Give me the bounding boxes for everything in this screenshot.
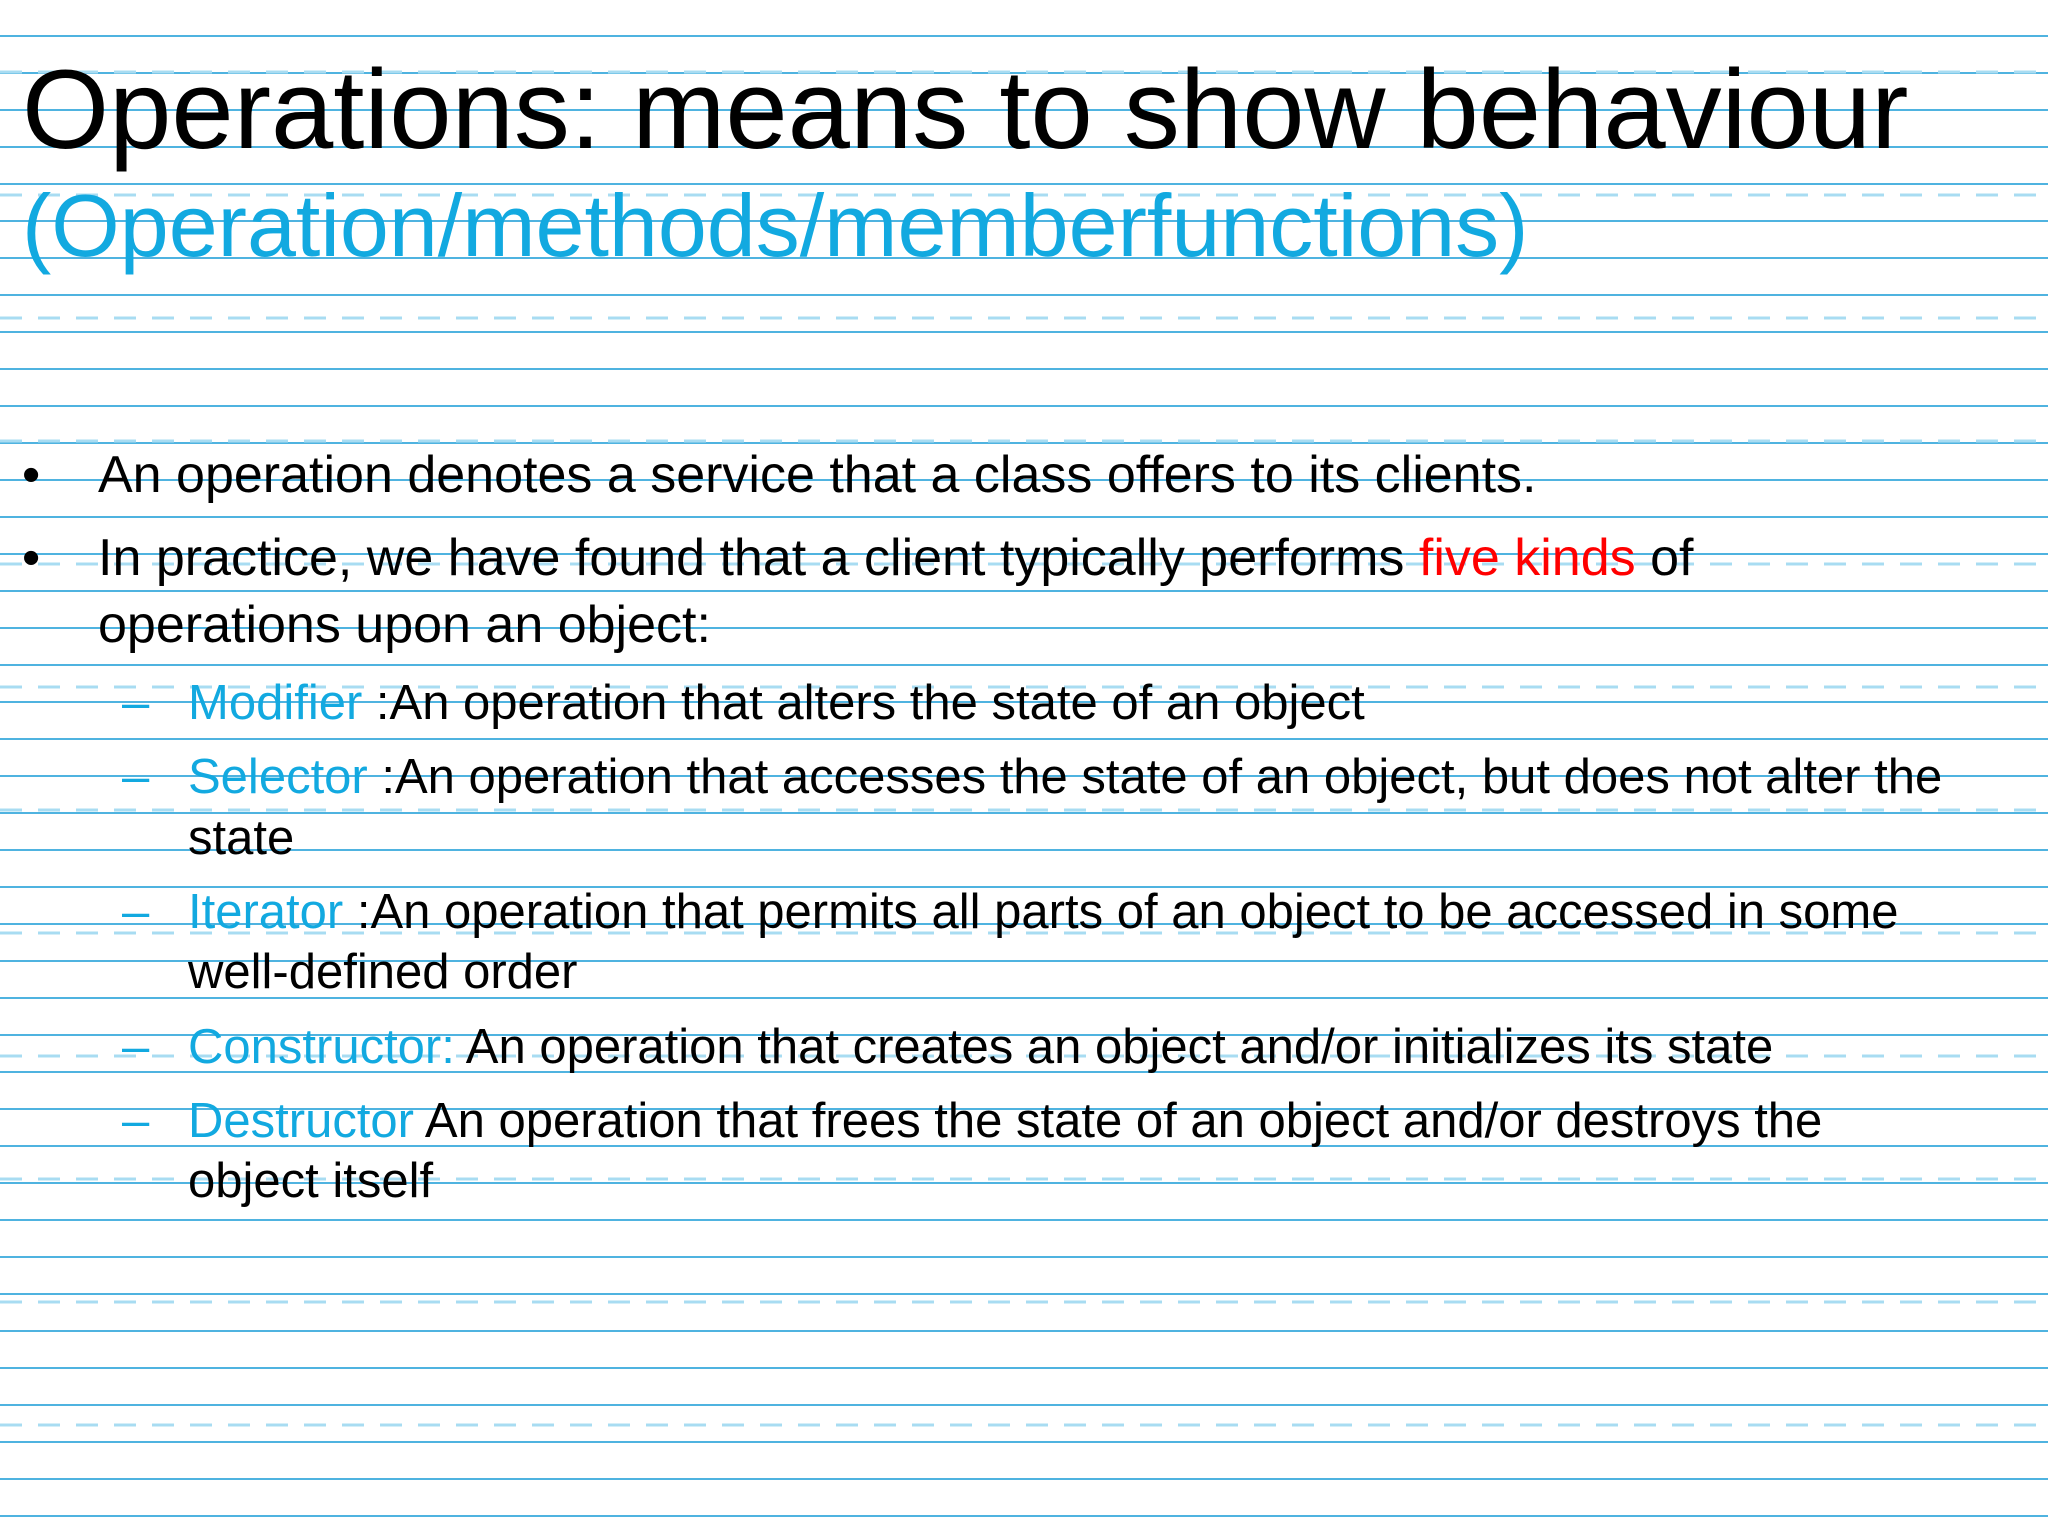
bullet-text: operations upon an object: xyxy=(98,596,711,654)
dash-marker: – xyxy=(122,1020,150,1074)
list-item xyxy=(188,673,1365,733)
dash-marker: – xyxy=(122,1094,150,1148)
list-item xyxy=(188,747,1942,807)
highlight-text: five kinds xyxy=(1418,529,1636,587)
list-item-continuation xyxy=(188,942,578,1002)
term-label: Iterator xyxy=(188,885,344,939)
dash-marker: – xyxy=(122,750,150,804)
dash-marker: – xyxy=(122,676,150,730)
slide-title: Operations: means to show behaviour xyxy=(22,47,1909,172)
term-description: state xyxy=(188,811,295,865)
list-item-continuation xyxy=(188,1151,433,1211)
term-description: An operation that creates an object and/or initializes its state xyxy=(454,1020,1774,1074)
list-item xyxy=(188,882,1898,942)
bullet-marker: • xyxy=(22,529,41,587)
list-item-continuation xyxy=(188,808,294,868)
term-description: An operation that frees the state of an object and/or destroys the xyxy=(414,1094,1823,1148)
bullet-marker: • xyxy=(22,446,41,504)
term-label: Destructor xyxy=(188,1094,415,1148)
term-label: Modifier xyxy=(188,676,363,730)
list-item xyxy=(188,1017,1773,1077)
term-description: well-defined order xyxy=(188,945,578,999)
term-description: object itself xyxy=(188,1154,434,1208)
dash-marker: – xyxy=(122,885,150,939)
bullet-item xyxy=(98,527,1693,589)
term-label: Constructor: xyxy=(188,1020,455,1074)
term-description: :An operation that permits all parts of an object to be accessed in some xyxy=(343,885,1899,939)
term-description: :An operation that accesses the state of an object, but does not alter the xyxy=(367,750,1943,804)
term-description: :An operation that alters the state of an object xyxy=(362,676,1365,730)
bullet-text: In practice, we have found that a client typically performs xyxy=(98,529,1419,587)
bullet-continuation xyxy=(98,594,711,656)
bullet-text: An operation denotes a service that a class offers to its clients. xyxy=(98,446,1537,504)
term-label: Selector xyxy=(188,750,368,804)
slide-subtitle: (Operation/methods/memberfunctions) xyxy=(22,176,1529,275)
bullet-text: of xyxy=(1635,529,1694,587)
bullet-item xyxy=(98,444,1536,506)
list-item xyxy=(188,1091,1822,1151)
